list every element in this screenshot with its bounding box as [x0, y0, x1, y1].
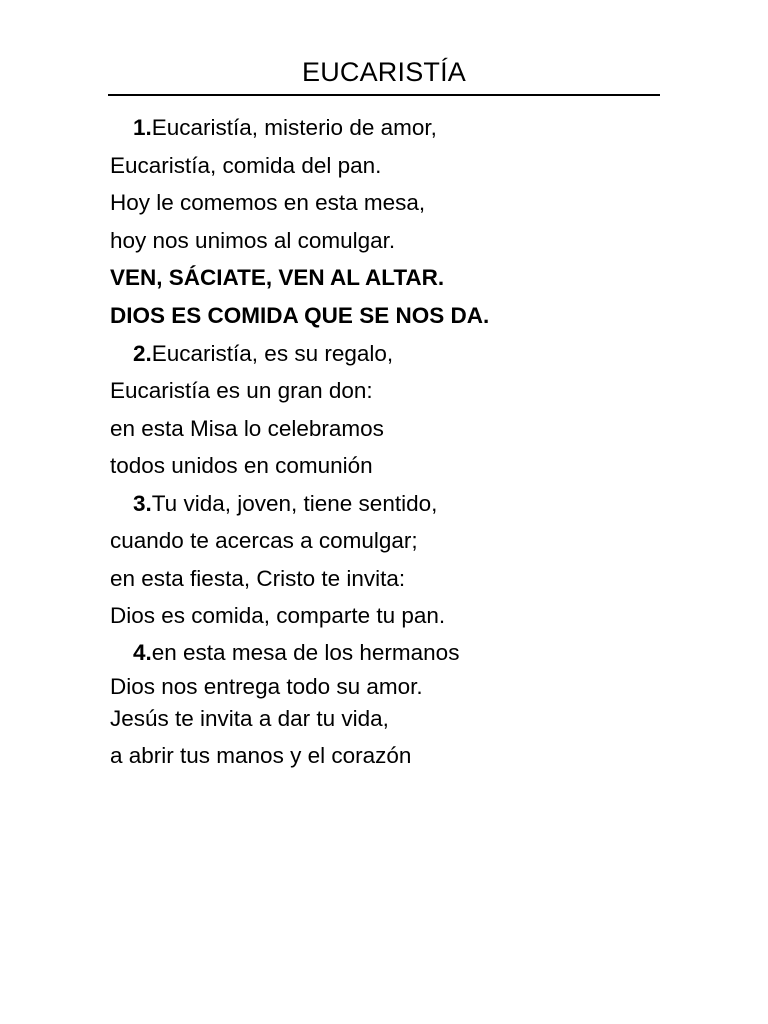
stanza-2-line-2: Eucaristía es un gran don: — [110, 378, 373, 403]
stanza-2-line-1-text: Eucaristía, es su regalo, — [151, 341, 394, 366]
stanza-4-line-2: Dios nos entrega todo su amor. — [110, 674, 423, 699]
stanza-1-line-3: Hoy le comemos en esta mesa, — [110, 190, 426, 215]
stanza-1-line-2: Eucaristía, comida del pan. — [110, 153, 382, 178]
stanza-3-line-4: Dios es comida, comparte tu pan. — [110, 603, 446, 628]
stanza-2-line-3: en esta Misa lo celebramos — [110, 416, 384, 441]
stanza-1-line-4: hoy nos unimos al comulgar. — [110, 228, 396, 253]
stanza-2-number: 2. — [133, 341, 152, 366]
stanza-3-line-1 — [133, 488, 437, 520]
stanza-3-number: 3. — [133, 491, 152, 516]
stanza-4-line-1-text: en esta mesa de los hermanos — [151, 640, 460, 665]
stanza-3-line-3: en esta fiesta, Cristo te invita: — [110, 566, 406, 591]
stanza-1-number: 1. — [133, 115, 152, 140]
chorus-line-2: DIOS ES COMIDA QUE SE NOS DA. — [110, 303, 490, 328]
stanza-4-line-3: Jesús te invita a dar tu vida, — [110, 706, 389, 731]
stanza-1-line-1 — [133, 112, 437, 144]
stanza-1-line-1-text: Eucaristía, misterio de amor, — [151, 115, 437, 140]
stanza-2-line-1 — [133, 338, 393, 370]
stanza-3-line-1-text: Tu vida, joven, tiene sentido, — [151, 491, 438, 516]
stanza-4-line-4: a abrir tus manos y el corazón — [110, 743, 412, 768]
stanza-3-line-2: cuando te acercas a comulgar; — [110, 528, 418, 553]
chorus-line-1: VEN, SÁCIATE, VEN AL ALTAR. — [110, 265, 445, 290]
title-underline — [108, 94, 660, 96]
song-title: EUCARISTÍA — [301, 57, 467, 87]
stanza-4-number: 4. — [133, 640, 152, 665]
stanza-2-line-4: todos unidos en comunión — [110, 453, 373, 478]
stanza-4-line-1 — [133, 637, 459, 669]
